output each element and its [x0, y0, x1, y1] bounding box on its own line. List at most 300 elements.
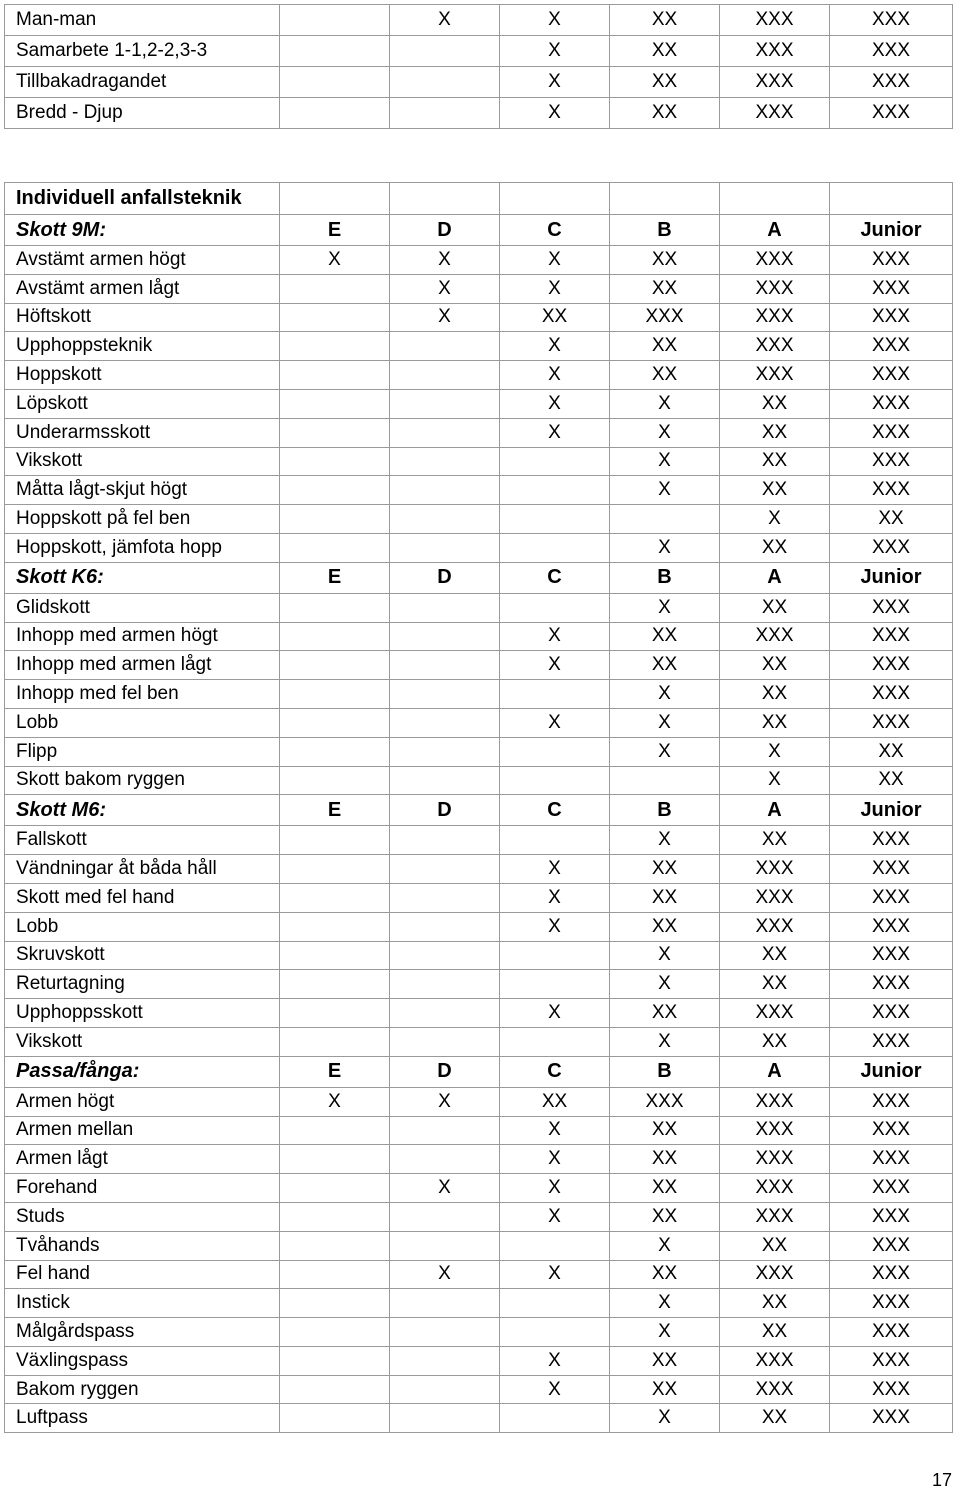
- table-row: [5, 1087, 953, 1116]
- level-cell: XXX: [720, 622, 830, 651]
- table-row: [5, 1202, 953, 1231]
- level-header: B: [610, 215, 720, 246]
- table-row: [5, 1346, 953, 1375]
- level-cell: [280, 941, 390, 970]
- level-cell: [390, 505, 500, 534]
- row-label: Returtagning: [5, 970, 280, 999]
- level-header: B: [610, 1056, 720, 1087]
- level-header: A: [720, 795, 830, 826]
- row-label: Tillbakadragandet: [5, 67, 280, 98]
- level-cell: [280, 1404, 390, 1433]
- level-cell: XXX: [720, 361, 830, 390]
- level-cell: [500, 737, 610, 766]
- table-row: [5, 680, 953, 709]
- level-cell: [280, 1318, 390, 1347]
- level-cell: XX: [610, 67, 720, 98]
- level-cell: [390, 1346, 500, 1375]
- table-row: [5, 533, 953, 562]
- level-cell: XX: [720, 1318, 830, 1347]
- level-cell: XXX: [830, 1202, 953, 1231]
- row-label: Inhopp med armen högt: [5, 622, 280, 651]
- level-cell: X: [390, 1174, 500, 1203]
- level-cell: [390, 855, 500, 884]
- level-cell: XXX: [720, 883, 830, 912]
- level-cell: [390, 708, 500, 737]
- level-cell: XXX: [720, 1116, 830, 1145]
- level-cell: X: [610, 1027, 720, 1056]
- level-cell: [500, 505, 610, 534]
- level-header: D: [390, 562, 500, 593]
- level-header: Junior: [830, 562, 953, 593]
- level-cell: X: [610, 593, 720, 622]
- table-row: [5, 303, 953, 332]
- level-cell: [280, 883, 390, 912]
- table-row: [5, 941, 953, 970]
- level-cell: [390, 1231, 500, 1260]
- level-cell: X: [280, 246, 390, 275]
- level-cell: XXX: [720, 5, 830, 36]
- row-label: Upphoppsteknik: [5, 332, 280, 361]
- level-header: E: [280, 562, 390, 593]
- section-heading: Skott K6:: [5, 562, 280, 593]
- level-cell: XXX: [830, 1231, 953, 1260]
- table-row: [5, 1231, 953, 1260]
- level-cell: X: [610, 418, 720, 447]
- row-label: Glidskott: [5, 593, 280, 622]
- row-label: Höftskott: [5, 303, 280, 332]
- level-cell: XXX: [830, 1346, 953, 1375]
- row-label: Avstämt armen lågt: [5, 274, 280, 303]
- section-header-row: [5, 562, 953, 593]
- row-label: Inhopp med armen lågt: [5, 651, 280, 680]
- table-row: [5, 970, 953, 999]
- level-cell: [390, 826, 500, 855]
- level-header: D: [390, 795, 500, 826]
- level-cell: [390, 1027, 500, 1056]
- row-label: Bakom ryggen: [5, 1375, 280, 1404]
- level-cell: XX: [720, 533, 830, 562]
- level-header: D: [390, 1056, 500, 1087]
- level-cell: [610, 766, 720, 795]
- level-cell: [390, 67, 500, 98]
- level-cell: XXX: [830, 1260, 953, 1289]
- row-label: Fel hand: [5, 1260, 280, 1289]
- level-cell: [390, 533, 500, 562]
- level-cell: [280, 1027, 390, 1056]
- level-cell: XX: [610, 361, 720, 390]
- level-cell: X: [610, 680, 720, 709]
- level-cell: XX: [720, 418, 830, 447]
- level-cell: XXX: [720, 98, 830, 129]
- level-cell: [390, 1202, 500, 1231]
- level-cell: [280, 274, 390, 303]
- level-cell: XXX: [720, 1260, 830, 1289]
- level-cell: XX: [720, 941, 830, 970]
- row-label: Växlingspass: [5, 1346, 280, 1375]
- level-cell: [500, 766, 610, 795]
- level-cell: X: [610, 1289, 720, 1318]
- level-cell: [280, 1289, 390, 1318]
- level-cell: XXX: [830, 593, 953, 622]
- level-cell: [280, 418, 390, 447]
- level-cell: X: [500, 651, 610, 680]
- table-row: [5, 67, 953, 98]
- top-skill-table: [4, 4, 953, 129]
- level-cell: X: [500, 1145, 610, 1174]
- row-label: Vikskott: [5, 1027, 280, 1056]
- section-heading: Skott M6:: [5, 795, 280, 826]
- level-cell: XXX: [720, 912, 830, 941]
- row-label: Vändningar åt båda håll: [5, 855, 280, 884]
- level-cell: [390, 1289, 500, 1318]
- row-label: Flipp: [5, 737, 280, 766]
- level-cell: XXX: [830, 303, 953, 332]
- level-cell: [390, 680, 500, 709]
- table-row: [5, 36, 953, 67]
- level-cell: [500, 1027, 610, 1056]
- level-cell: [280, 361, 390, 390]
- level-cell: [280, 447, 390, 476]
- level-cell: [280, 67, 390, 98]
- level-cell: XXX: [830, 1375, 953, 1404]
- level-cell: XX: [720, 970, 830, 999]
- level-cell: XXX: [830, 941, 953, 970]
- table-row: [5, 1318, 953, 1347]
- individual-attack-technique-table: [4, 182, 953, 1433]
- level-header: A: [720, 1056, 830, 1087]
- level-header: B: [610, 562, 720, 593]
- table-row: [5, 418, 953, 447]
- level-cell: X: [500, 5, 610, 36]
- level-cell: XXX: [610, 1087, 720, 1116]
- row-label: Skott bakom ryggen: [5, 766, 280, 795]
- level-cell: [390, 1375, 500, 1404]
- level-cell: [390, 737, 500, 766]
- level-cell: XXX: [830, 5, 953, 36]
- level-cell: XX: [720, 389, 830, 418]
- level-cell: X: [610, 1404, 720, 1433]
- level-cell: XX: [610, 1260, 720, 1289]
- level-cell: XXX: [720, 1375, 830, 1404]
- table-row: [5, 912, 953, 941]
- level-cell: X: [500, 1202, 610, 1231]
- table-row: [5, 332, 953, 361]
- level-header: C: [500, 795, 610, 826]
- level-cell: X: [500, 418, 610, 447]
- level-cell: [390, 999, 500, 1028]
- level-cell: [390, 332, 500, 361]
- table-row: [5, 855, 953, 884]
- level-cell: XXX: [830, 912, 953, 941]
- level-cell: XXX: [830, 361, 953, 390]
- level-header: Junior: [830, 1056, 953, 1087]
- level-cell: XX: [720, 826, 830, 855]
- level-cell: X: [610, 476, 720, 505]
- level-cell: X: [500, 1174, 610, 1203]
- level-cell: XXX: [830, 883, 953, 912]
- section-header-row: [5, 215, 953, 246]
- level-cell: XXX: [720, 67, 830, 98]
- level-header: D: [390, 215, 500, 246]
- level-cell: [500, 826, 610, 855]
- level-cell: X: [500, 361, 610, 390]
- row-label: Skruvskott: [5, 941, 280, 970]
- table-row: [5, 1404, 953, 1433]
- level-cell: XXX: [830, 680, 953, 709]
- level-cell: XXX: [830, 1174, 953, 1203]
- level-cell: X: [500, 912, 610, 941]
- level-cell: [280, 708, 390, 737]
- row-label: Lobb: [5, 708, 280, 737]
- table-row: [5, 476, 953, 505]
- level-header: E: [280, 1056, 390, 1087]
- level-cell: XX: [610, 651, 720, 680]
- level-cell: [390, 1145, 500, 1174]
- level-cell: [280, 651, 390, 680]
- table-row: [5, 999, 953, 1028]
- level-cell: [280, 1375, 390, 1404]
- level-cell: [500, 680, 610, 709]
- level-cell: X: [390, 274, 500, 303]
- level-cell: XX: [610, 999, 720, 1028]
- level-cell: X: [720, 766, 830, 795]
- level-cell: [390, 766, 500, 795]
- level-cell: X: [500, 67, 610, 98]
- table-title: Individuell anfallsteknik: [5, 183, 280, 215]
- level-cell: XX: [610, 332, 720, 361]
- row-label: Instick: [5, 1289, 280, 1318]
- row-label: Samarbete 1-1,2-2,3-3: [5, 36, 280, 67]
- level-cell: [390, 622, 500, 651]
- level-cell: XXX: [830, 476, 953, 505]
- level-header: A: [720, 562, 830, 593]
- table-row: [5, 389, 953, 418]
- level-cell: X: [720, 737, 830, 766]
- level-cell: [280, 999, 390, 1028]
- level-cell: XX: [610, 855, 720, 884]
- level-cell: XXX: [720, 303, 830, 332]
- level-cell: [500, 593, 610, 622]
- level-cell: [280, 1231, 390, 1260]
- table-row: [5, 651, 953, 680]
- level-cell: X: [500, 332, 610, 361]
- level-cell: X: [500, 274, 610, 303]
- row-label: Armen mellan: [5, 1116, 280, 1145]
- level-cell: XXX: [830, 418, 953, 447]
- row-label: Fallskott: [5, 826, 280, 855]
- level-cell: XX: [610, 98, 720, 129]
- table-row: [5, 766, 953, 795]
- level-cell: [390, 98, 500, 129]
- level-cell: XXX: [830, 67, 953, 98]
- level-header: C: [500, 215, 610, 246]
- row-label: Löpskott: [5, 389, 280, 418]
- level-cell: [390, 912, 500, 941]
- table-row: [5, 447, 953, 476]
- level-cell: XXX: [720, 332, 830, 361]
- level-cell: [280, 826, 390, 855]
- table-row: [5, 826, 953, 855]
- level-cell: XXX: [720, 1145, 830, 1174]
- section-heading: Passa/fånga:: [5, 1056, 280, 1087]
- level-cell: XXX: [830, 36, 953, 67]
- level-cell: XX: [610, 1116, 720, 1145]
- level-cell: [390, 883, 500, 912]
- level-cell: XX: [720, 708, 830, 737]
- level-cell: X: [610, 389, 720, 418]
- section-header-row: [5, 795, 953, 826]
- level-cell: XXX: [830, 98, 953, 129]
- level-cell: [500, 476, 610, 505]
- level-cell: XX: [720, 1231, 830, 1260]
- table-row: [5, 1174, 953, 1203]
- level-cell: [390, 1404, 500, 1433]
- level-cell: [280, 970, 390, 999]
- row-label: Bredd - Djup: [5, 98, 280, 129]
- level-cell: [280, 332, 390, 361]
- level-cell: [280, 1346, 390, 1375]
- table-row: [5, 98, 953, 129]
- row-label: Tvåhands: [5, 1231, 280, 1260]
- level-cell: X: [390, 246, 500, 275]
- row-label: Vikskott: [5, 447, 280, 476]
- level-cell: XXX: [830, 447, 953, 476]
- row-label: Målgårdspass: [5, 1318, 280, 1347]
- row-label: Inhopp med fel ben: [5, 680, 280, 709]
- level-cell: X: [500, 622, 610, 651]
- level-cell: XX: [610, 622, 720, 651]
- level-cell: XX: [720, 593, 830, 622]
- level-cell: [280, 1174, 390, 1203]
- level-cell: X: [390, 303, 500, 332]
- level-cell: XX: [610, 1202, 720, 1231]
- level-cell: XX: [610, 246, 720, 275]
- level-cell: X: [500, 246, 610, 275]
- level-cell: XXX: [720, 246, 830, 275]
- row-label: Upphoppsskott: [5, 999, 280, 1028]
- row-label: Luftpass: [5, 1404, 280, 1433]
- level-cell: XXX: [830, 855, 953, 884]
- table-row: [5, 737, 953, 766]
- level-cell: [390, 389, 500, 418]
- level-cell: [500, 970, 610, 999]
- level-cell: XX: [830, 766, 953, 795]
- level-cell: XX: [610, 5, 720, 36]
- level-cell: [280, 98, 390, 129]
- table-title-row: [5, 183, 953, 215]
- level-cell: XXX: [830, 1145, 953, 1174]
- level-header: E: [280, 215, 390, 246]
- level-cell: XXX: [830, 332, 953, 361]
- level-cell: XX: [720, 476, 830, 505]
- level-cell: X: [390, 1087, 500, 1116]
- level-cell: XX: [720, 651, 830, 680]
- level-cell: [500, 1404, 610, 1433]
- level-cell: X: [500, 1375, 610, 1404]
- level-cell: X: [500, 1116, 610, 1145]
- level-cell: [280, 622, 390, 651]
- row-label: Studs: [5, 1202, 280, 1231]
- level-cell: XXX: [610, 303, 720, 332]
- level-cell: XXX: [830, 533, 953, 562]
- row-label: Hoppskott på fel ben: [5, 505, 280, 534]
- level-cell: XX: [720, 680, 830, 709]
- level-cell: XX: [610, 1145, 720, 1174]
- level-cell: [500, 1289, 610, 1318]
- level-cell: X: [610, 941, 720, 970]
- level-cell: X: [500, 708, 610, 737]
- level-cell: XX: [830, 505, 953, 534]
- level-cell: XXX: [830, 1116, 953, 1145]
- level-cell: [390, 36, 500, 67]
- level-header: E: [280, 795, 390, 826]
- table-row: [5, 593, 953, 622]
- level-cell: [280, 1116, 390, 1145]
- level-header: C: [500, 562, 610, 593]
- table-row: [5, 1375, 953, 1404]
- level-cell: XXX: [830, 1027, 953, 1056]
- level-cell: [390, 447, 500, 476]
- level-cell: [280, 533, 390, 562]
- level-cell: [280, 855, 390, 884]
- level-cell: X: [610, 826, 720, 855]
- level-cell: X: [500, 999, 610, 1028]
- level-cell: XXX: [830, 970, 953, 999]
- table-row: [5, 1289, 953, 1318]
- level-cell: X: [610, 708, 720, 737]
- row-label: Armen högt: [5, 1087, 280, 1116]
- level-cell: [280, 1202, 390, 1231]
- level-cell: [610, 505, 720, 534]
- table-row: [5, 246, 953, 275]
- level-cell: [390, 476, 500, 505]
- table-row: [5, 5, 953, 36]
- level-header: Junior: [830, 215, 953, 246]
- level-cell: XX: [720, 1289, 830, 1318]
- level-cell: XX: [500, 303, 610, 332]
- level-cell: X: [610, 970, 720, 999]
- level-cell: X: [280, 1087, 390, 1116]
- level-cell: XXX: [830, 1087, 953, 1116]
- level-cell: XX: [610, 883, 720, 912]
- level-cell: XXX: [720, 274, 830, 303]
- level-cell: X: [610, 447, 720, 476]
- level-cell: [280, 593, 390, 622]
- level-cell: [500, 533, 610, 562]
- level-cell: XXX: [830, 826, 953, 855]
- level-cell: XXX: [830, 999, 953, 1028]
- level-cell: XXX: [830, 651, 953, 680]
- level-cell: XXX: [720, 1202, 830, 1231]
- level-cell: XX: [830, 737, 953, 766]
- row-label: Underarmsskott: [5, 418, 280, 447]
- row-label: Armen lågt: [5, 1145, 280, 1174]
- row-label: Avstämt armen högt: [5, 246, 280, 275]
- level-cell: [390, 970, 500, 999]
- level-cell: X: [500, 1260, 610, 1289]
- level-cell: XXX: [830, 274, 953, 303]
- level-header: B: [610, 795, 720, 826]
- level-cell: X: [500, 1346, 610, 1375]
- level-cell: [390, 1116, 500, 1145]
- level-cell: [390, 1318, 500, 1347]
- level-cell: X: [500, 98, 610, 129]
- level-cell: XXX: [720, 1174, 830, 1203]
- level-cell: X: [610, 737, 720, 766]
- level-cell: XX: [500, 1087, 610, 1116]
- table-row: [5, 1145, 953, 1174]
- level-header: A: [720, 215, 830, 246]
